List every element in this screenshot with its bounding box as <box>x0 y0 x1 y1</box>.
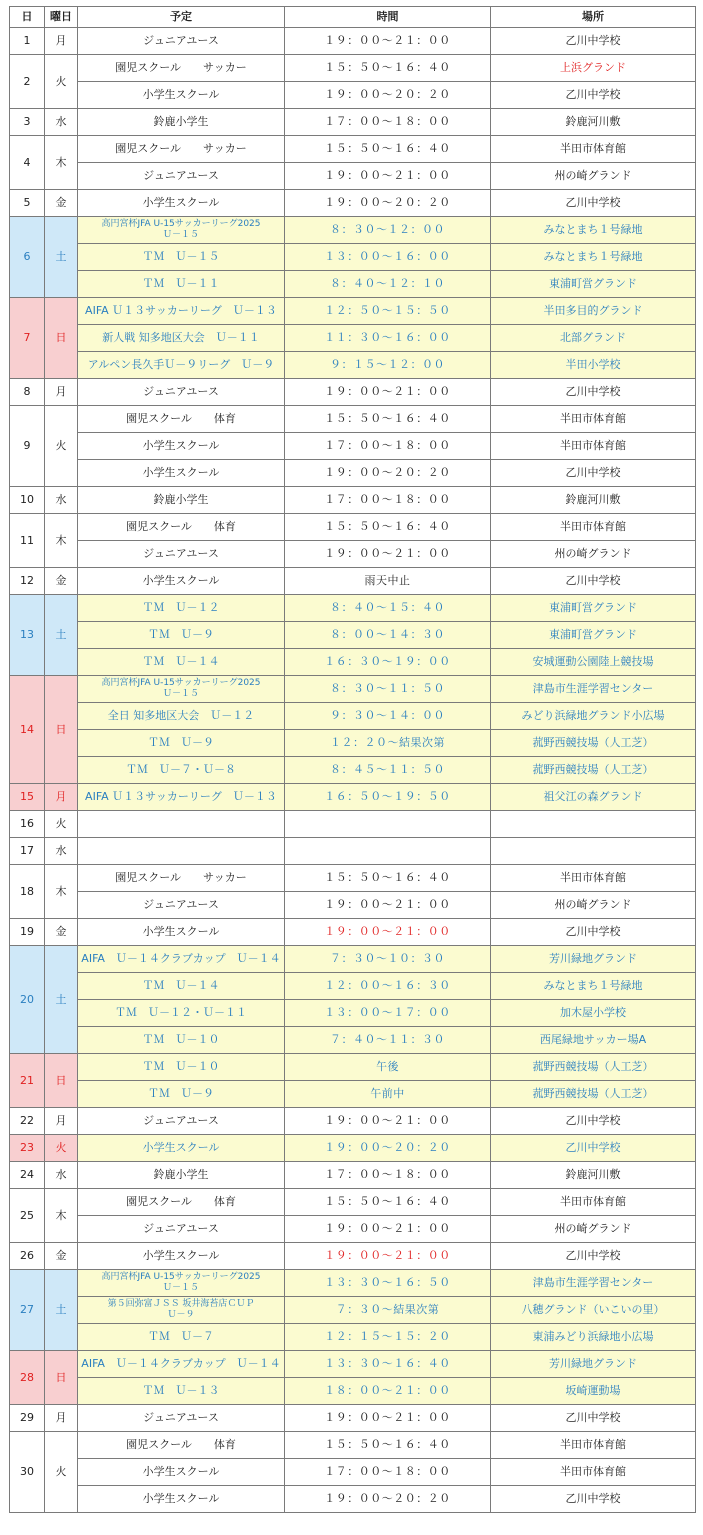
day-number: 11 <box>10 514 45 568</box>
time-cell: １５：５０～１６：４０ <box>285 55 491 82</box>
place-cell: 菰野西競技場（人工芝） <box>491 1054 696 1081</box>
place-cell: 西尾緑地サッカー場A <box>491 1027 696 1054</box>
place-cell: 州の崎グランド <box>491 163 696 190</box>
schedule-row <box>10 1432 696 1459</box>
place-cell: 乙川中学校 <box>491 190 696 217</box>
schedule-row <box>10 865 696 892</box>
schedule-row <box>10 1324 696 1351</box>
event-cell: 高円宮杯JFA U-15サッカーリーグ2025 Ｕ－１５ <box>78 217 285 244</box>
time-cell: １９：００～２０：２０ <box>285 190 491 217</box>
place-cell: 半田市体育館 <box>491 1459 696 1486</box>
time-cell: １９：００～２１：００ <box>285 379 491 406</box>
schedule-row <box>10 460 696 487</box>
place-cell: 半田多目的グランド <box>491 298 696 325</box>
schedule-row <box>10 1054 696 1081</box>
place-cell: 鈴鹿河川敷 <box>491 1162 696 1189</box>
event-cell: ＴＭ Ｕ－１４ <box>78 973 285 1000</box>
event-cell: 高円宮杯JFA U-15サッカーリーグ2025 Ｕ－１５ <box>78 676 285 703</box>
place-cell: 東浦みどり浜緑地小広場 <box>491 1324 696 1351</box>
weekday: 金 <box>45 190 78 217</box>
schedule-row <box>10 1108 696 1135</box>
day-number: 7 <box>10 298 45 379</box>
schedule-row <box>10 217 696 244</box>
weekday: 火 <box>45 55 78 109</box>
weekday: 水 <box>45 1162 78 1189</box>
event-cell: 小学生スクール <box>78 433 285 460</box>
event-cell: 小学生スクール <box>78 82 285 109</box>
weekday: 金 <box>45 568 78 595</box>
time-cell: １９：００～２１：００ <box>285 1216 491 1243</box>
schedule-row <box>10 487 696 514</box>
time-cell: １９：００～２１：００ <box>285 919 491 946</box>
schedule-row <box>10 1459 696 1486</box>
place-cell: 乙川中学校 <box>491 460 696 487</box>
event-cell: 全日 知多地区大会 Ｕ－１２ <box>78 703 285 730</box>
day-number: 27 <box>10 1270 45 1351</box>
place-cell: 乙川中学校 <box>491 28 696 55</box>
event-cell: 第５回弥富ＪＳＳ 坂井海苔店ＣＵＰ Ｕ－９ <box>78 1297 285 1324</box>
schedule-row <box>10 55 696 82</box>
schedule-row <box>10 541 696 568</box>
place-cell <box>491 811 696 838</box>
time-cell: １９：００～２１：００ <box>285 1108 491 1135</box>
place-cell: 加木屋小学校 <box>491 1000 696 1027</box>
event-cell: 園児スクール 体育 <box>78 1432 285 1459</box>
time-cell: １７：００～１８：００ <box>285 1459 491 1486</box>
weekday: 木 <box>45 1189 78 1243</box>
schedule-row <box>10 946 696 973</box>
place-cell: 乙川中学校 <box>491 1405 696 1432</box>
weekday: 日 <box>45 298 78 379</box>
place-cell: 津島市生涯学習センター <box>491 676 696 703</box>
event-cell: 小学生スクール <box>78 919 285 946</box>
time-cell <box>285 838 491 865</box>
event-cell: ＴＭ Ｕ－１０ <box>78 1027 285 1054</box>
schedule-body <box>10 28 696 1513</box>
time-cell: １６：５０～１９：５０ <box>285 784 491 811</box>
place-cell: 半田市体育館 <box>491 406 696 433</box>
event-cell: ＴＭ Ｕ－１２・Ｕ－１１ <box>78 1000 285 1027</box>
day-number: 29 <box>10 1405 45 1432</box>
time-cell: ８：４０～１５：４０ <box>285 595 491 622</box>
event-cell: 園児スクール サッカー <box>78 136 285 163</box>
time-cell: １３：３０～１６：４０ <box>285 1351 491 1378</box>
place-cell: 坂崎運動場 <box>491 1378 696 1405</box>
day-number: 26 <box>10 1243 45 1270</box>
day-number: 18 <box>10 865 45 919</box>
time-cell: ８：４５～１１：５０ <box>285 757 491 784</box>
schedule-row <box>10 811 696 838</box>
event-cell: ＴＭ Ｕ－７ <box>78 1324 285 1351</box>
schedule-row <box>10 1135 696 1162</box>
time-cell: １９：００～２１：００ <box>285 1405 491 1432</box>
time-cell: １９：００～２１：００ <box>285 28 491 55</box>
event-cell: 園児スクール 体育 <box>78 406 285 433</box>
day-number: 20 <box>10 946 45 1054</box>
place-cell: 菰野西競技場（人工芝） <box>491 1081 696 1108</box>
event-cell <box>78 811 285 838</box>
place-cell: 半田市体育館 <box>491 136 696 163</box>
event-cell: ＴＭ Ｕ－１３ <box>78 1378 285 1405</box>
schedule-row <box>10 1486 696 1513</box>
weekday: 火 <box>45 1432 78 1513</box>
schedule-row <box>10 1378 696 1405</box>
event-cell: ジュニアユース <box>78 1405 285 1432</box>
place-cell: 乙川中学校 <box>491 82 696 109</box>
time-cell: ８：３０～１２：００ <box>285 217 491 244</box>
event-cell: 園児スクール サッカー <box>78 55 285 82</box>
day-number: 9 <box>10 406 45 487</box>
place-cell: 安城運動公園陸上競技場 <box>491 649 696 676</box>
time-cell: ８：４０～１２：１０ <box>285 271 491 298</box>
time-cell: １９：００～２０：２０ <box>285 460 491 487</box>
schedule-row <box>10 28 696 55</box>
day-number: 3 <box>10 109 45 136</box>
place-cell: みどり浜緑地グランド小広場 <box>491 703 696 730</box>
place-cell: 津島市生涯学習センター <box>491 1270 696 1297</box>
schedule-row <box>10 919 696 946</box>
schedule-row <box>10 1405 696 1432</box>
schedule-row <box>10 406 696 433</box>
time-cell: １３：３０～１６：５０ <box>285 1270 491 1297</box>
schedule-row <box>10 568 696 595</box>
event-cell: 鈴鹿小学生 <box>78 109 285 136</box>
schedule-row <box>10 1000 696 1027</box>
time-cell: １５：５０～１６：４０ <box>285 514 491 541</box>
event-cell: ＴＭ Ｕ－７・Ｕ－８ <box>78 757 285 784</box>
event-cell: 小学生スクール <box>78 1243 285 1270</box>
weekday: 木 <box>45 514 78 568</box>
event-cell: 高円宮杯JFA U-15サッカーリーグ2025 Ｕ－１５ <box>78 1270 285 1297</box>
time-cell: １５：５０～１６：４０ <box>285 1432 491 1459</box>
schedule-row <box>10 1162 696 1189</box>
day-number: 12 <box>10 568 45 595</box>
schedule-row <box>10 109 696 136</box>
time-cell: １５：５０～１６：４０ <box>285 1189 491 1216</box>
time-cell: １７：００～１８：００ <box>285 487 491 514</box>
schedule-row <box>10 973 696 1000</box>
place-cell: 半田市体育館 <box>491 865 696 892</box>
place-cell: みなとまち１号緑地 <box>491 244 696 271</box>
place-cell: 州の崎グランド <box>491 1216 696 1243</box>
event-cell: 園児スクール 体育 <box>78 514 285 541</box>
weekday: 月 <box>45 1108 78 1135</box>
time-cell: ８：３０～１１：５０ <box>285 676 491 703</box>
event-cell: ＴＭ Ｕ－１４ <box>78 649 285 676</box>
place-cell: 州の崎グランド <box>491 892 696 919</box>
day-number: 30 <box>10 1432 45 1513</box>
schedule-row <box>10 244 696 271</box>
time-cell: １９：００～２０：２０ <box>285 1135 491 1162</box>
weekday: 金 <box>45 1243 78 1270</box>
schedule-row <box>10 892 696 919</box>
place-cell: 半田市体育館 <box>491 1189 696 1216</box>
place-cell: みなとまち１号緑地 <box>491 973 696 1000</box>
weekday: 火 <box>45 811 78 838</box>
event-cell: 小学生スクール <box>78 1459 285 1486</box>
schedule-row <box>10 352 696 379</box>
time-cell: １５：５０～１６：４０ <box>285 406 491 433</box>
schedule-row <box>10 163 696 190</box>
time-cell: １８：００～２１：００ <box>285 1378 491 1405</box>
day-number: 21 <box>10 1054 45 1108</box>
event-cell: ジュニアユース <box>78 1108 285 1135</box>
event-cell: AIFA Ｕ－１４クラブカップ Ｕ－１４ <box>78 1351 285 1378</box>
day-number: 5 <box>10 190 45 217</box>
schedule-row <box>10 514 696 541</box>
weekday: 火 <box>45 1135 78 1162</box>
schedule-row <box>10 298 696 325</box>
schedule-row <box>10 1189 696 1216</box>
schedule-row <box>10 784 696 811</box>
day-number: 15 <box>10 784 45 811</box>
event-cell: 小学生スクール <box>78 190 285 217</box>
time-cell: １５：５０～１６：４０ <box>285 136 491 163</box>
day-number: 6 <box>10 217 45 298</box>
place-cell: 八穂グランド（いこいの里） <box>491 1297 696 1324</box>
time-cell: １９：００～２１：００ <box>285 892 491 919</box>
weekday: 土 <box>45 595 78 676</box>
weekday: 水 <box>45 838 78 865</box>
weekday: 月 <box>45 379 78 406</box>
weekday: 火 <box>45 406 78 487</box>
event-cell: ジュニアユース <box>78 379 285 406</box>
event-cell: ジュニアユース <box>78 163 285 190</box>
schedule-row <box>10 838 696 865</box>
day-number: 22 <box>10 1108 45 1135</box>
time-cell: １３：００～１６：００ <box>285 244 491 271</box>
weekday: 土 <box>45 1270 78 1351</box>
header-place: 場所 <box>491 7 696 28</box>
day-number: 19 <box>10 919 45 946</box>
day-number: 2 <box>10 55 45 109</box>
time-cell: １９：００～２０：２０ <box>285 1486 491 1513</box>
event-cell: ジュニアユース <box>78 892 285 919</box>
day-number: 25 <box>10 1189 45 1243</box>
header-day: 日 <box>10 7 45 28</box>
schedule-row <box>10 1297 696 1324</box>
time-cell: １９：００～２１：００ <box>285 1243 491 1270</box>
event-cell: ＴＭ Ｕ－１５ <box>78 244 285 271</box>
place-cell: 鈴鹿河川敷 <box>491 487 696 514</box>
schedule-row <box>10 1270 696 1297</box>
event-cell: ジュニアユース <box>78 28 285 55</box>
header-row <box>10 7 696 28</box>
time-cell: １５：５０～１６：４０ <box>285 865 491 892</box>
event-cell: 園児スクール サッカー <box>78 865 285 892</box>
place-cell: 祖父江の森グランド <box>491 784 696 811</box>
event-cell: ＴＭ Ｕ－９ <box>78 730 285 757</box>
day-number: 16 <box>10 811 45 838</box>
place-cell: 菰野西競技場（人工芝） <box>491 757 696 784</box>
schedule-row <box>10 595 696 622</box>
event-cell: 小学生スクール <box>78 1135 285 1162</box>
event-cell: アルペン長久手Ｕ－９リーグ Ｕ－９ <box>78 352 285 379</box>
event-cell: 鈴鹿小学生 <box>78 487 285 514</box>
place-cell: 半田市体育館 <box>491 514 696 541</box>
place-cell: 半田小学校 <box>491 352 696 379</box>
header-time: 時間 <box>285 7 491 28</box>
weekday: 日 <box>45 1351 78 1405</box>
schedule-row <box>10 1351 696 1378</box>
event-cell: ＴＭ Ｕ－１１ <box>78 271 285 298</box>
time-cell: １９：００～２１：００ <box>285 541 491 568</box>
place-cell: 乙川中学校 <box>491 1486 696 1513</box>
time-cell: ９：１５～１２：００ <box>285 352 491 379</box>
header-event: 予定 <box>78 7 285 28</box>
day-number: 14 <box>10 676 45 784</box>
time-cell: １６：３０～１９：００ <box>285 649 491 676</box>
weekday: 土 <box>45 217 78 298</box>
time-cell: １３：００～１７：００ <box>285 1000 491 1027</box>
schedule-row <box>10 757 696 784</box>
place-cell: 乙川中学校 <box>491 1108 696 1135</box>
event-cell: ＴＭ Ｕ－１２ <box>78 595 285 622</box>
schedule-row <box>10 622 696 649</box>
event-cell: AIFA Ｕ－１４クラブカップ Ｕ－１４ <box>78 946 285 973</box>
place-cell: 芳川緑地グランド <box>491 946 696 973</box>
event-cell: 小学生スクール <box>78 1486 285 1513</box>
place-cell: 乙川中学校 <box>491 919 696 946</box>
weekday: 月 <box>45 1405 78 1432</box>
place-cell: 東浦町営グランド <box>491 595 696 622</box>
time-cell: ８：００～１４：３０ <box>285 622 491 649</box>
event-cell: AIFA Ｕ１３サッカーリーグ Ｕ－１３ <box>78 784 285 811</box>
place-cell: 鈴鹿河川敷 <box>491 109 696 136</box>
place-cell: 上浜グランド <box>491 55 696 82</box>
schedule-row <box>10 433 696 460</box>
schedule-table <box>9 6 696 1513</box>
event-cell: AIFA Ｕ１３サッカーリーグ Ｕ－１３ <box>78 298 285 325</box>
event-cell <box>78 838 285 865</box>
schedule-row <box>10 1243 696 1270</box>
weekday: 金 <box>45 919 78 946</box>
time-cell: １７：００～１８：００ <box>285 1162 491 1189</box>
day-number: 24 <box>10 1162 45 1189</box>
day-number: 28 <box>10 1351 45 1405</box>
place-cell: 北部グランド <box>491 325 696 352</box>
time-cell <box>285 811 491 838</box>
schedule-row <box>10 649 696 676</box>
place-cell: 州の崎グランド <box>491 541 696 568</box>
weekday: 月 <box>45 784 78 811</box>
time-cell: 雨天中止 <box>285 568 491 595</box>
time-cell: １２：１５～１５：２０ <box>285 1324 491 1351</box>
time-cell: １２：５０～１５：５０ <box>285 298 491 325</box>
place-cell: 東浦町営グランド <box>491 271 696 298</box>
weekday: 木 <box>45 865 78 919</box>
schedule-row <box>10 271 696 298</box>
header-weekday: 曜日 <box>45 7 78 28</box>
schedule-row <box>10 1081 696 1108</box>
time-cell: 午後 <box>285 1054 491 1081</box>
schedule-row <box>10 676 696 703</box>
time-cell: ７：３０～結果次第 <box>285 1297 491 1324</box>
schedule-row <box>10 190 696 217</box>
time-cell: １７：００～１８：００ <box>285 433 491 460</box>
place-cell <box>491 838 696 865</box>
event-cell: 新人戦 知多地区大会 Ｕ－１１ <box>78 325 285 352</box>
event-cell: ＴＭ Ｕ－９ <box>78 622 285 649</box>
place-cell: 芳川緑地グランド <box>491 1351 696 1378</box>
weekday: 水 <box>45 109 78 136</box>
place-cell: 半田市体育館 <box>491 433 696 460</box>
time-cell: 午前中 <box>285 1081 491 1108</box>
time-cell: ７：４０～１１：３０ <box>285 1027 491 1054</box>
time-cell: １２：００～１６：３０ <box>285 973 491 1000</box>
time-cell: １２：２０～結果次第 <box>285 730 491 757</box>
place-cell: 乙川中学校 <box>491 379 696 406</box>
weekday: 土 <box>45 946 78 1054</box>
day-number: 17 <box>10 838 45 865</box>
time-cell: ７：３０～１０：３０ <box>285 946 491 973</box>
day-number: 1 <box>10 28 45 55</box>
time-cell: ９：３０～１４：００ <box>285 703 491 730</box>
schedule-row <box>10 703 696 730</box>
schedule-row <box>10 82 696 109</box>
place-cell: 乙川中学校 <box>491 568 696 595</box>
place-cell: みなとまち１号緑地 <box>491 217 696 244</box>
place-cell: 半田市体育館 <box>491 1432 696 1459</box>
schedule-row <box>10 136 696 163</box>
schedule-row <box>10 730 696 757</box>
place-cell: 東浦町営グランド <box>491 622 696 649</box>
time-cell: １７：００～１８：００ <box>285 109 491 136</box>
day-number: 4 <box>10 136 45 190</box>
day-number: 8 <box>10 379 45 406</box>
schedule-row <box>10 1027 696 1054</box>
weekday: 日 <box>45 1054 78 1108</box>
event-cell: ＴＭ Ｕ－１０ <box>78 1054 285 1081</box>
weekday: 日 <box>45 676 78 784</box>
event-cell: 小学生スクール <box>78 460 285 487</box>
schedule-row <box>10 379 696 406</box>
event-cell: ジュニアユース <box>78 1216 285 1243</box>
weekday: 木 <box>45 136 78 190</box>
place-cell: 菰野西競技場（人工芝） <box>491 730 696 757</box>
day-number: 23 <box>10 1135 45 1162</box>
weekday: 水 <box>45 487 78 514</box>
weekday: 月 <box>45 28 78 55</box>
time-cell: １１：３０～１６：００ <box>285 325 491 352</box>
event-cell: 園児スクール 体育 <box>78 1189 285 1216</box>
place-cell: 乙川中学校 <box>491 1243 696 1270</box>
schedule-row <box>10 1216 696 1243</box>
day-number: 13 <box>10 595 45 676</box>
event-cell: ＴＭ Ｕ－９ <box>78 1081 285 1108</box>
day-number: 10 <box>10 487 45 514</box>
time-cell: １９：００～２０：２０ <box>285 82 491 109</box>
place-cell: 乙川中学校 <box>491 1135 696 1162</box>
event-cell: ジュニアユース <box>78 541 285 568</box>
event-cell: 鈴鹿小学生 <box>78 1162 285 1189</box>
time-cell: １９：００～２１：００ <box>285 163 491 190</box>
event-cell: 小学生スクール <box>78 568 285 595</box>
schedule-row <box>10 325 696 352</box>
